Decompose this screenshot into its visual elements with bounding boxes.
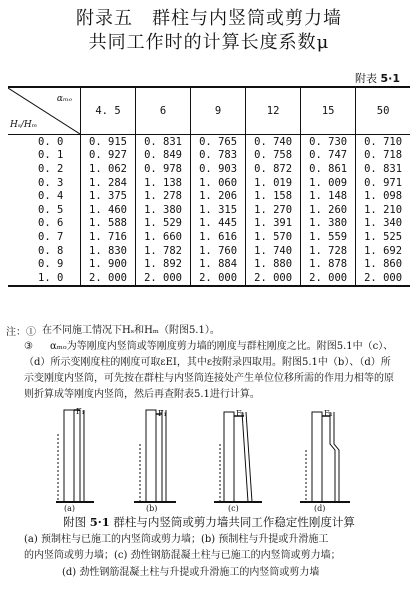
column-header: 4. 5 bbox=[81, 87, 136, 135]
table-cell: 2. 000 bbox=[136, 271, 191, 286]
table-cell: 0. 765 bbox=[191, 135, 246, 149]
table-cell: 1. 660 bbox=[136, 230, 191, 244]
table-header-row bbox=[8, 87, 410, 135]
table-cell: 1. 529 bbox=[136, 217, 191, 231]
table-cell: 0. 849 bbox=[136, 149, 191, 163]
row-header: 0. 4 bbox=[38, 190, 64, 203]
table-cell: 0. 710 bbox=[356, 135, 410, 149]
figure-label-d: (d) bbox=[314, 504, 326, 512]
row-header: 0. 6 bbox=[38, 217, 64, 230]
table-row bbox=[8, 257, 410, 271]
page-title-line-1: 附录五 群柱与内竖筒或剪力墙 bbox=[76, 8, 342, 29]
figure-caption-number: 5·1 bbox=[89, 515, 110, 529]
row-header: 0. 0 bbox=[38, 135, 64, 148]
table-row bbox=[8, 176, 410, 190]
figure-b-drawing bbox=[134, 410, 176, 502]
table-cell: 1. 460 bbox=[81, 203, 136, 217]
table-cell: 2. 000 bbox=[301, 271, 356, 286]
column-header: 9 bbox=[191, 87, 246, 135]
table-caption-label: 附表 bbox=[355, 72, 377, 85]
table-row bbox=[8, 271, 410, 286]
table-cell: 1. 525 bbox=[356, 230, 410, 244]
load-label-a: F₁ bbox=[76, 407, 85, 416]
table-cell: 1. 270 bbox=[246, 203, 301, 217]
table-cell: 1. 728 bbox=[301, 244, 356, 258]
table-cell: 0. 740 bbox=[246, 135, 301, 149]
table-row bbox=[8, 162, 410, 176]
page-title-line-2: 共同工作时的计算长度系数μ bbox=[88, 32, 330, 53]
figure-subcaption-3: (d) 劲性钢筋混凝土柱与升提或升滑施工的内竖筒或剪力墙 bbox=[62, 567, 320, 578]
table-row bbox=[8, 203, 410, 217]
row-header: 0. 2 bbox=[38, 162, 64, 175]
row-header: 1. 0 bbox=[8, 271, 81, 286]
table-cell: 1. 830 bbox=[81, 244, 136, 258]
table-body bbox=[8, 135, 410, 286]
table-cell: 1. 445 bbox=[191, 217, 246, 231]
table-cell: 1. 340 bbox=[356, 217, 410, 231]
load-label-b: F₁ bbox=[158, 409, 167, 418]
table-cell: 1. 284 bbox=[81, 176, 136, 190]
table-caption-number: 5·1 bbox=[380, 72, 400, 85]
table-cell: 1. 062 bbox=[81, 162, 136, 176]
note-2-mark: ③ bbox=[24, 341, 33, 352]
table-cell: 1. 391 bbox=[246, 217, 301, 231]
structure-figure bbox=[50, 404, 380, 512]
load-label-c: F₁ bbox=[236, 409, 245, 418]
table-cell: 0. 861 bbox=[301, 162, 356, 176]
table-cell: 0. 730 bbox=[301, 135, 356, 149]
table-cell: 1. 019 bbox=[246, 176, 301, 190]
ratio-label: αₘₒ bbox=[56, 94, 72, 104]
figure-d-drawing bbox=[300, 412, 350, 502]
table-cell: 1. 260 bbox=[301, 203, 356, 217]
column-header: 50 bbox=[356, 87, 410, 135]
table-cell: 1. 380 bbox=[136, 203, 191, 217]
row-header: 0. 3 bbox=[38, 176, 64, 189]
table-row bbox=[8, 244, 410, 258]
table-cell: 0. 903 bbox=[191, 162, 246, 176]
figure-caption-prefix: 附图 bbox=[63, 515, 87, 529]
figure-c-drawing bbox=[214, 412, 262, 502]
figure-label-a: (a) bbox=[64, 504, 76, 512]
table-cell: 1. 860 bbox=[356, 257, 410, 271]
table-cell: 1. 278 bbox=[136, 189, 191, 203]
table-cell: 1. 148 bbox=[301, 189, 356, 203]
table-cell: 1. 884 bbox=[191, 257, 246, 271]
table-cell: 0. 915 bbox=[81, 135, 136, 149]
column-header: 15 bbox=[301, 87, 356, 135]
table-cell: 1. 009 bbox=[301, 176, 356, 190]
table-row bbox=[8, 135, 410, 149]
row-header: 0. 8 bbox=[38, 244, 64, 257]
table-cell: 1. 380 bbox=[301, 217, 356, 231]
figure-label-c: (c) bbox=[228, 504, 239, 512]
table-cell: 1. 570 bbox=[246, 230, 301, 244]
table-cell: 0. 831 bbox=[356, 162, 410, 176]
table-cell: 0. 971 bbox=[356, 176, 410, 190]
table-cell: 1. 210 bbox=[356, 203, 410, 217]
column-header: 6 bbox=[136, 87, 191, 135]
table-cell: 2. 000 bbox=[81, 271, 136, 286]
row-header: 0. 5 bbox=[38, 203, 64, 216]
table-cell: 1. 760 bbox=[191, 244, 246, 258]
table-cell: 2. 000 bbox=[191, 271, 246, 286]
table-cell: 0. 783 bbox=[191, 149, 246, 163]
table-cell: 0. 747 bbox=[301, 149, 356, 163]
table-cell: 1. 206 bbox=[191, 189, 246, 203]
row-header: 0. 1 bbox=[38, 149, 64, 162]
table-cell: 1. 559 bbox=[301, 230, 356, 244]
table-cell: 1. 892 bbox=[136, 257, 191, 271]
table-cell: 2. 000 bbox=[246, 271, 301, 286]
table-cell: 1. 740 bbox=[246, 244, 301, 258]
figure-a-drawing bbox=[56, 410, 94, 502]
diagonal-header-cell bbox=[8, 87, 81, 135]
table-cell: 0. 927 bbox=[81, 149, 136, 163]
column-header: 12 bbox=[246, 87, 301, 135]
table-cell: 0. 978 bbox=[136, 162, 191, 176]
table-cell: 0. 718 bbox=[356, 149, 410, 163]
table-row bbox=[8, 217, 410, 231]
note-2 bbox=[24, 339, 400, 403]
table-cell: 0. 758 bbox=[246, 149, 301, 163]
table-cell: 1. 138 bbox=[136, 176, 191, 190]
load-label-d: F₁ bbox=[324, 409, 333, 418]
table-cell: 1. 900 bbox=[81, 257, 136, 271]
table-cell: 1. 060 bbox=[191, 176, 246, 190]
figure-subcaption-2: 的内竖筒或剪力墙；(c) 劲性钢筋混凝土柱与已施工的内竖筒或剪力墙； bbox=[24, 550, 341, 561]
note-1: 在不同施工情况下Hₛ和Hₘ（附图5.1）。 bbox=[42, 325, 220, 336]
figure-caption-text: 群柱与内竖筒或剪力墙共同工作稳定性刚度计算 bbox=[113, 515, 355, 529]
table-cell: 1. 782 bbox=[136, 244, 191, 258]
notes-lead: 注：① bbox=[6, 327, 36, 338]
figure-caption bbox=[0, 514, 418, 530]
table-caption bbox=[355, 70, 400, 86]
table-cell: 1. 716 bbox=[81, 230, 136, 244]
table-row bbox=[8, 149, 410, 163]
table-row bbox=[8, 230, 410, 244]
table-cell: 0. 831 bbox=[136, 135, 191, 149]
table-cell: 1. 375 bbox=[81, 189, 136, 203]
table-cell: 1. 880 bbox=[246, 257, 301, 271]
height-ratio-label: Hₛ/Hₘ bbox=[10, 120, 38, 130]
table-cell: 2. 000 bbox=[356, 271, 410, 286]
table-cell: 1. 315 bbox=[191, 203, 246, 217]
figure-subcaption-1: (a) 预制柱与已施工的内竖筒或剪力墙；(b) 预制柱与升提或升滑施工 bbox=[24, 534, 329, 545]
row-header: 0. 9 bbox=[38, 258, 64, 271]
table-cell: 1. 098 bbox=[356, 189, 410, 203]
figure-label-b: (b) bbox=[146, 504, 158, 512]
table-cell: 1. 158 bbox=[246, 189, 301, 203]
row-header: 0. 7 bbox=[38, 230, 64, 243]
table-cell: 1. 878 bbox=[301, 257, 356, 271]
table-cell: 0. 872 bbox=[246, 162, 301, 176]
table-cell: 1. 616 bbox=[191, 230, 246, 244]
table-row bbox=[8, 189, 410, 203]
coefficient-table bbox=[8, 86, 410, 287]
table-cell: 1. 692 bbox=[356, 244, 410, 258]
note-2-text: αₘₒ为等刚度内竖筒或等刚度剪力墙的刚度与群柱刚度之比。附图5.1中（c）、（d）所示变刚度柱的刚度可取εEI，其中ε按附录四取用。附图5.1中（b）、（d）所示变刚度内竖筒，可先按在群柱与内竖筒连接处产生单位位移所需的作用力相等的原则折算成等刚度内竖筒，然后再查附表5.1进行计算。 bbox=[24, 341, 394, 400]
table-cell: 1. 588 bbox=[81, 217, 136, 231]
